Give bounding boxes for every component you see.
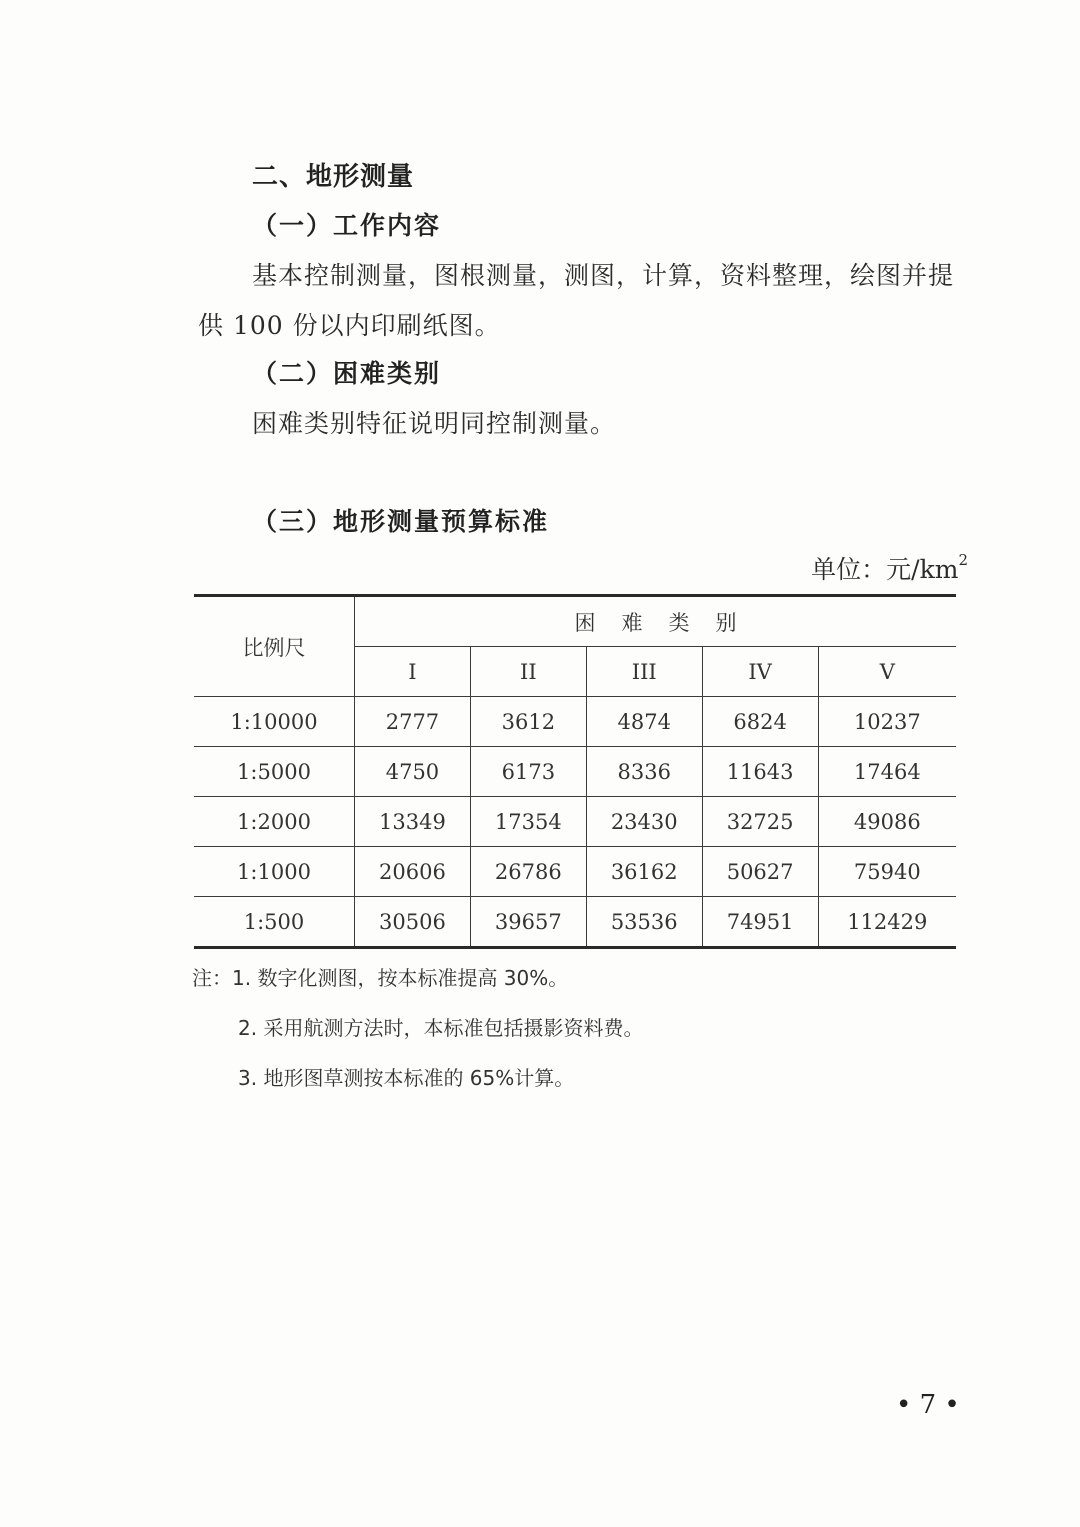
unit-label xyxy=(811,550,968,586)
table-row xyxy=(194,847,956,897)
value-cell: 4750 xyxy=(355,747,471,797)
value-cell: 39657 xyxy=(470,897,586,948)
subsection-budget-title: （三）地形测量预算标准 xyxy=(252,507,550,536)
value-cell: 13349 xyxy=(355,797,471,847)
value-cell: 6824 xyxy=(702,697,818,747)
value-cell: 50627 xyxy=(702,847,818,897)
value-cell: 36162 xyxy=(586,847,702,897)
table-row xyxy=(194,747,956,797)
value-cell: 30506 xyxy=(355,897,471,948)
scale-cell: 1:1000 xyxy=(194,847,355,897)
scale-cell: 1:2000 xyxy=(194,797,355,847)
budget-table xyxy=(194,594,956,949)
column-header: IV xyxy=(702,647,818,697)
difficulty-text: 困难类别特征说明同控制测量。 xyxy=(252,409,617,438)
value-cell: 112429 xyxy=(818,897,956,948)
value-cell: 26786 xyxy=(470,847,586,897)
subsection-work-content-title: （一）工作内容 xyxy=(252,211,442,240)
table-row xyxy=(194,697,956,747)
value-cell: 17464 xyxy=(818,747,956,797)
value-cell: 3612 xyxy=(470,697,586,747)
value-cell: 75940 xyxy=(818,847,956,897)
value-cell: 53536 xyxy=(586,897,702,948)
scale-cell: 1:500 xyxy=(194,897,355,948)
value-cell: 17354 xyxy=(470,797,586,847)
page-number: • 7 • xyxy=(896,1390,960,1420)
note-2: 2. 采用航测方法时，本标准包括摄影资料费。 xyxy=(238,1016,644,1040)
unit-superscript: 2 xyxy=(958,550,968,569)
scale-cell: 1:10000 xyxy=(194,697,355,747)
scale-header: 比例尺 xyxy=(194,596,355,697)
value-cell: 74951 xyxy=(702,897,818,948)
difficulty-group-header: 困难类别 xyxy=(355,596,957,647)
column-header: V xyxy=(818,647,956,697)
section-title: 二、地形测量 xyxy=(252,162,415,192)
value-cell: 4874 xyxy=(586,697,702,747)
scale-cell: 1:5000 xyxy=(194,747,355,797)
value-cell: 49086 xyxy=(818,797,956,847)
value-cell: 10237 xyxy=(818,697,956,747)
subsection-difficulty-title: （二）困难类别 xyxy=(252,359,442,388)
value-cell: 23430 xyxy=(586,797,702,847)
value-cell: 8336 xyxy=(586,747,702,797)
table-row xyxy=(194,897,956,948)
value-cell: 6173 xyxy=(470,747,586,797)
unit-text: 单位：元/km xyxy=(811,555,959,584)
work-content-text-line2: 供 100 份以内印刷纸图。 xyxy=(198,311,501,340)
column-header: I xyxy=(355,647,471,697)
table-row xyxy=(194,797,956,847)
value-cell: 32725 xyxy=(702,797,818,847)
column-header: III xyxy=(586,647,702,697)
value-cell: 11643 xyxy=(702,747,818,797)
table-notes xyxy=(192,964,643,1114)
note-3: 3. 地形图草测按本标准的 65%计算。 xyxy=(238,1066,575,1090)
column-header: II xyxy=(470,647,586,697)
value-cell: 2777 xyxy=(355,697,471,747)
note-1: 注：1. 数字化测图，按本标准提高 30%。 xyxy=(192,966,569,990)
work-content-text-line1: 基本控制测量，图根测量，测图，计算，资料整理，绘图并提 xyxy=(252,261,955,290)
value-cell: 20606 xyxy=(355,847,471,897)
